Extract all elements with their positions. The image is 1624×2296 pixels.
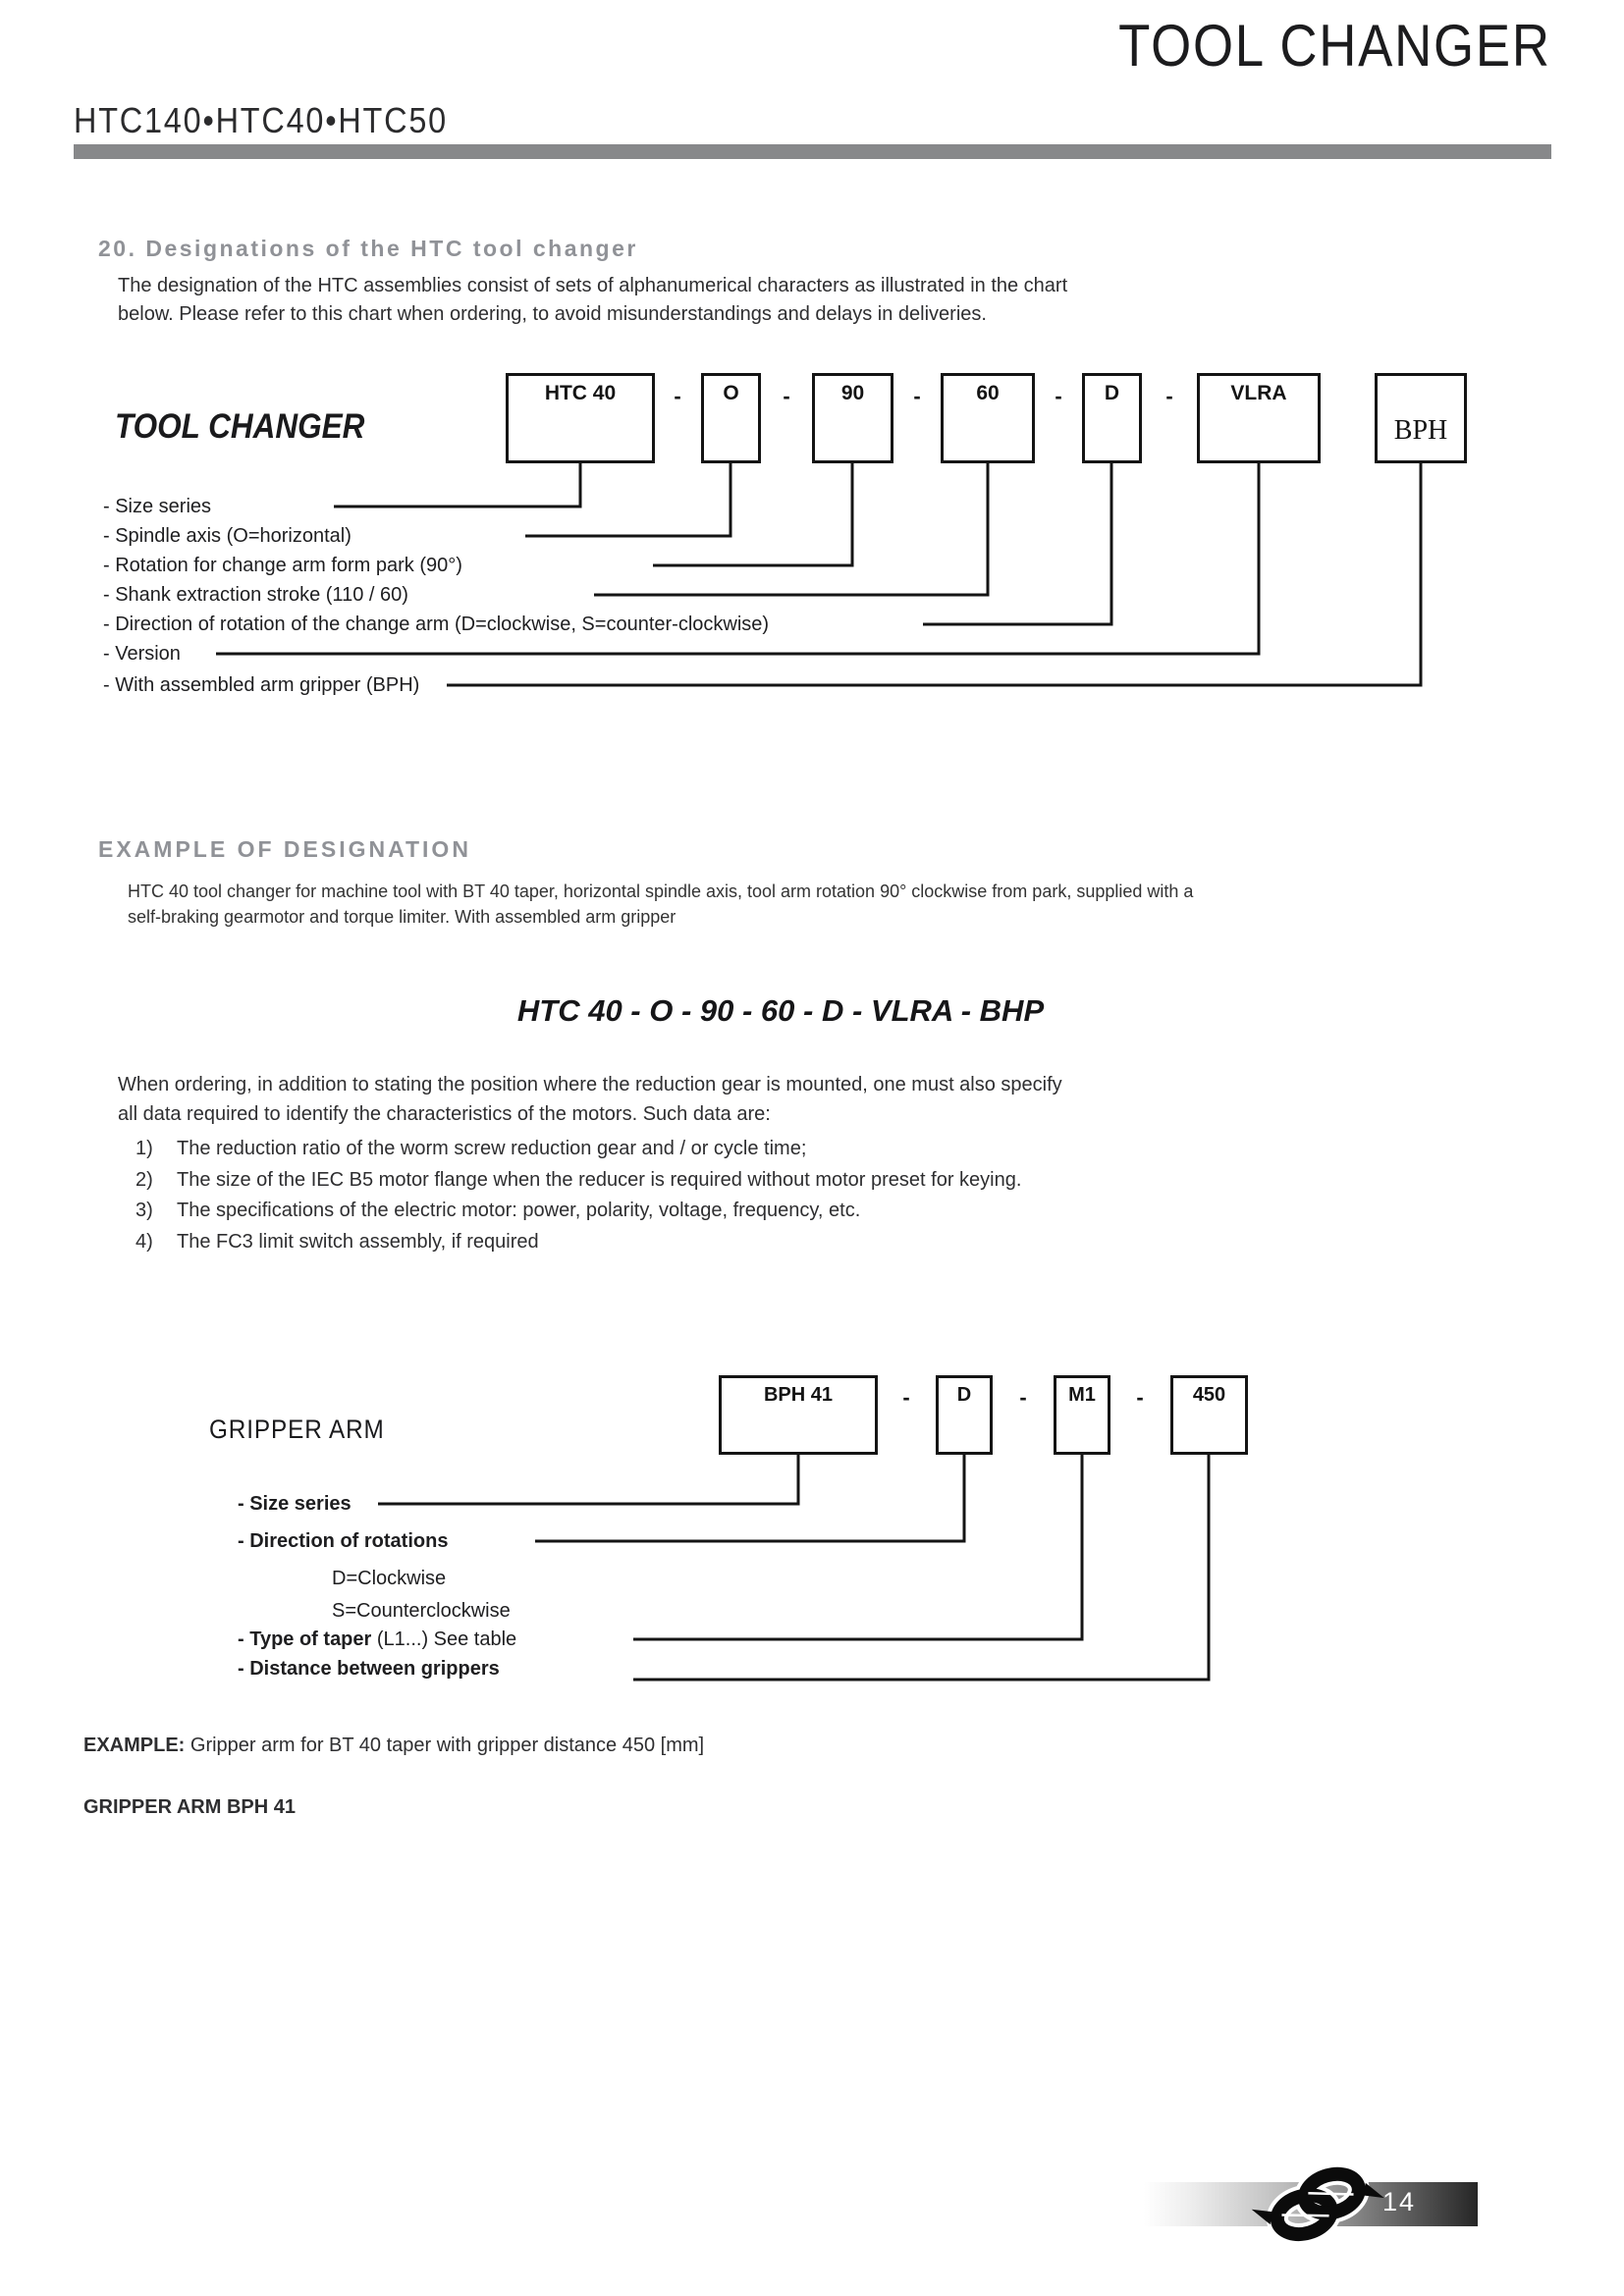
separator-dash: - [783,384,790,408]
callout-arm-gripper: - With assembled arm gripper (BPH) [103,674,420,696]
diagram-title [115,407,393,447]
direction-option-clockwise: D=Clockwise [332,1568,447,1589]
callout-size-series: - Size series [238,1493,352,1515]
ordering-paragraph [118,1070,1062,1129]
brand-knot-icon [1239,2150,1396,2260]
example-label: EXAMPLE: [83,1735,186,1756]
ordering-list [135,1134,1021,1257]
item-text: The size of the IEC B5 motor flange when the reducer is required without motor preset for keying. [177,1168,1022,1191]
list-item [135,1134,1021,1165]
designation-code: HTC 40 - O - 90 - 60 - D - VLRA - BHP [516,993,1045,1028]
intro-line: The designation of the HTC assemblies consist of sets of alphanumerical characters as illustrated in the chart [118,275,1068,296]
designation-box-gripper-suffix [1375,373,1467,463]
gripper-box-direction [936,1375,993,1455]
item-number: 3) [135,1200,153,1221]
callout-distance-between-grippers: - Distance between grippers [238,1658,500,1680]
gripper-box-distance [1170,1375,1248,1455]
list-item [135,1165,1021,1197]
callout-direction-of-rotations: - Direction of rotations [238,1530,449,1552]
box-label: BPH [1393,415,1448,446]
separator-dash: - [674,384,681,408]
item-text: The specifications of the electric motor: power, polarity, voltage, frequency, etc. [177,1200,861,1221]
box-label: HTC 40 [544,382,617,404]
list-item [135,1196,1021,1227]
separator-dash: - [1165,384,1173,408]
callout-shank-stroke: - Shank extraction stroke (110 / 60) [103,584,408,606]
gripper-arm-diagram [83,1367,1399,1711]
designation-box-size [506,373,655,463]
box-label: BPH 41 [763,1384,834,1406]
callout-spindle-axis: - Spindle axis (O=horizontal) [103,525,352,547]
gripper-box-size [719,1375,878,1455]
page-title: TOOL CHANGER [1118,13,1551,79]
callout-rotation: - Rotation for change arm form park (90°) [103,555,462,576]
box-label: O [723,382,739,404]
header-rule [74,144,1551,159]
separator-dash: - [913,384,921,408]
callout-direction: - Direction of rotation of the change arm (D=clockwise, S=counter-clockwise) [103,614,770,635]
direction-option-counterclockwise: S=Counterclockwise [332,1600,511,1622]
designation-diagram [83,366,1556,712]
callout-version: - Version [103,643,181,665]
separator-dash: - [902,1385,910,1410]
example-heading: EXAMPLE OF DESIGNATION [98,836,471,862]
designation-box-axis [701,373,761,463]
box-label: 90 [840,382,865,404]
designation-box-direction [1082,373,1142,463]
gripper-example-line [83,1731,704,1762]
designation-box-version [1197,373,1321,463]
gripper-diagram-title [209,1415,405,1445]
designation-box-stroke [941,373,1035,463]
callout-size-series: - Size series [103,496,212,517]
gripper-box-taper [1054,1375,1110,1455]
box-label: VLRA [1230,382,1287,404]
taper-label: - Type of taper [238,1629,372,1650]
example-paragraph [128,879,1193,930]
separator-dash: - [1055,384,1062,408]
ordering-line: When ordering, in addition to stating the position where the reduction gear is mounted, one must also specify [118,1074,1062,1095]
item-number: 1) [135,1138,153,1159]
separator-dash: - [1019,1385,1027,1410]
box-label: M1 [1068,1384,1096,1406]
model-series-text: HTC140•HTC40•HTC50 [74,100,448,140]
callout-type-of-taper [238,1629,516,1651]
box-label: 450 [1192,1384,1226,1406]
example-line: self-braking gearmotor and torque limiter. With assembled arm gripper [128,907,677,927]
ordering-line: all data required to identify the characteristics of the motors. Such data are: [118,1103,771,1125]
intro-line: below. Please refer to this chart when ordering, to avoid misunderstandings and delays in deliveries. [118,303,987,325]
page-number: 14 [1382,2187,1417,2216]
gripper-arm-code: GRIPPER ARM BPH 41 [83,1796,296,1818]
designation-box-rotation [812,373,893,463]
example-text: Gripper arm for BT 40 taper with gripper distance 450 [mm] [185,1735,705,1756]
model-series-line [74,100,489,141]
section-intro-paragraph [118,272,1067,329]
diagram-title-text: TOOL CHANGER [115,407,365,446]
item-number: 2) [135,1168,153,1191]
gripper-diagram-title-text: GRIPPER ARM [209,1415,385,1444]
box-label: 60 [976,382,1000,404]
taper-note: (L1...) See table [371,1629,517,1650]
item-text: The reduction ratio of the worm screw reduction gear and / or cycle time; [177,1138,807,1159]
item-text: The FC3 limit switch assembly, if required [177,1230,539,1253]
box-label: D [956,1384,972,1406]
section-heading: 20. Designations of the HTC tool changer [98,236,638,261]
example-line: HTC 40 tool changer for machine tool with BT 40 taper, horizontal spindle axis, tool arm rotation 90° clockwise from park, supplied with a [128,881,1194,901]
list-item [135,1227,1021,1258]
separator-dash: - [1136,1385,1144,1410]
item-number: 4) [135,1230,153,1253]
box-label: D [1104,382,1120,404]
